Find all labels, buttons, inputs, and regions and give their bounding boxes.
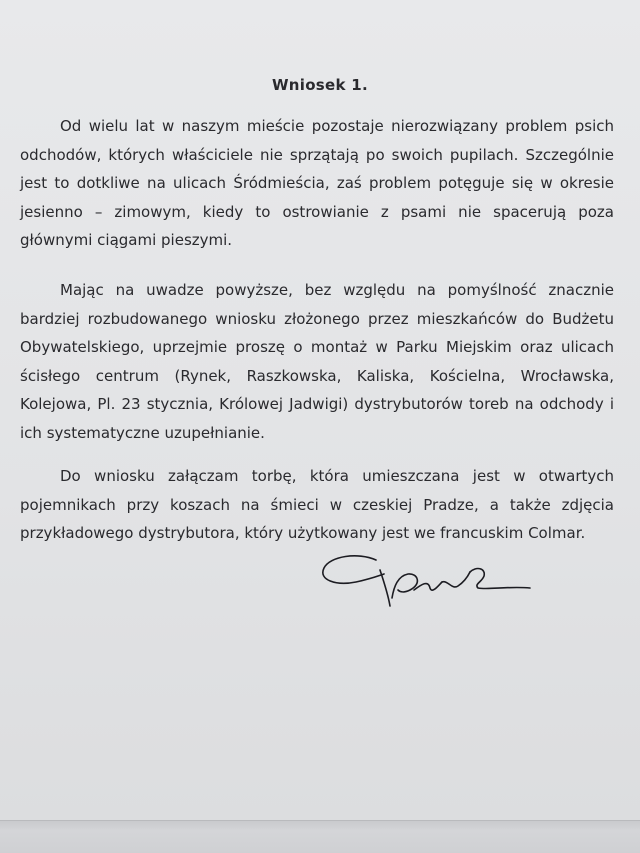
paragraph-2: Mając na uwadze powyższe, bez względu na pomyślność znacznie bardziej rozbudowanego wniosku złożonego przez mieszkańców do Budżetu Obywatelskiego, uprzejmie proszę o montaż w Parku Miejskim oraz ulicach ścisłego centrum (Rynek, Raszkowska, Kaliska, Kościelna, Wrocławska, Kolejowa, Pl. 23 stycznia, Królowej Jadwigi) dystrybutorów toreb na odchody i ich systematyczne uzupełnianie. (20, 281, 614, 442)
paragraph-3: Do wniosku załączam torbę, która umieszczana jest w otwartych pojemnikach przy koszach na śmieci w czeskiej Pradze, a także zdjęcia przykładowego dystrybutora, który użytkowany jest we francuskim Colmar. (20, 467, 614, 542)
handwritten-signature (318, 546, 538, 612)
page-bottom-edge (0, 820, 640, 853)
document-title: Wniosek 1. (271, 76, 369, 94)
paragraph-1: Od wielu lat w naszym mieście pozostaje nierozwiązany problem psich odchodów, których właściciele nie sprzątają po swoich pupilach. Szczególnie jest to dotkliwe na ulicach Śródmieścia, zaś problem potęguje się w okresie jesienno – zimowym, kiedy to ostrowianie z psami nie spacerują poza głównymi ciągami pieszymi. (20, 117, 614, 249)
